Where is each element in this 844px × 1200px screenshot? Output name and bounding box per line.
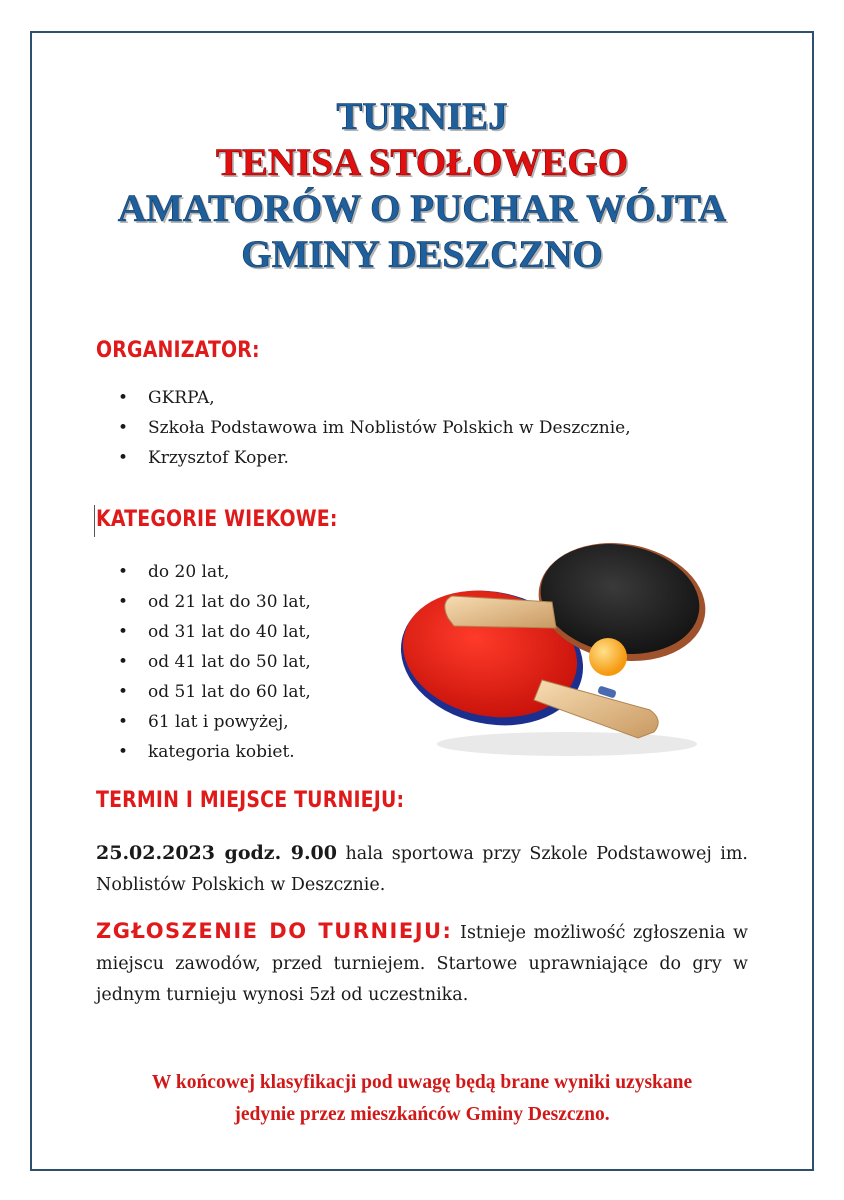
organizer-list — [118, 383, 631, 473]
footer-line-2: jedynie przez mieszkańców Gminy Deszczno. — [234, 1104, 610, 1125]
title-line-1: TURNIEJ — [336, 95, 508, 138]
list-item: • od 41 lat do 50 lat, — [118, 647, 311, 677]
list-item: • Krzysztof Koper. — [118, 443, 631, 473]
list-item: • do 20 lat, — [118, 557, 311, 587]
term-location: hala sportowa przy Szkole Podstawowej im. Noblistów Polskich w Deszcznie. — [96, 844, 748, 895]
organizer-heading: ORGANIZATOR: — [96, 338, 260, 363]
list-item: • 61 lat i powyżej, — [118, 707, 311, 737]
list-item: • kategoria kobiet. — [118, 737, 311, 767]
term-date-time: 25.02.2023 godz. 9.00 — [96, 842, 337, 864]
list-item: • od 51 lat do 60 lat, — [118, 677, 311, 707]
registration-heading: ZGŁOSZENIE DO TURNIEJU: — [96, 919, 453, 943]
list-item: • GKRPA, — [118, 383, 631, 413]
text-cursor — [94, 505, 95, 537]
registration-paragraph — [96, 916, 748, 1011]
term-paragraph — [96, 838, 748, 901]
registration-text: Istnieje możliwość zgłoszenia w miejscu zawodów, przed turniejem. Startowe uprawniające do gry w jednym turnieju wynosi 5zł od uczestnika. — [96, 923, 749, 1005]
categories-heading: KATEGORIE WIEKOWE: — [96, 507, 338, 532]
term-heading: TERMIN I MIEJSCE TURNIEJU: — [96, 788, 405, 813]
footer-line-1: W końcowej klasyfikacji pod uwagę będą brane wyniki uzyskane — [151, 1072, 693, 1093]
ping-pong-paddles-icon — [392, 532, 712, 764]
title-line-2: TENISA STOŁOWEGO — [215, 141, 629, 184]
list-item: • od 21 lat do 30 lat, — [118, 587, 311, 617]
title-line-3: AMATORÓW O PUCHAR WÓJTA — [117, 187, 727, 230]
title-line-4: GMINY DESZCZNO — [241, 233, 603, 276]
list-item: • od 31 lat do 40 lat, — [118, 617, 311, 647]
categories-list — [118, 557, 311, 767]
list-item: • Szkoła Podstawowa im Noblistów Polskich w Deszcznie, — [118, 413, 631, 443]
